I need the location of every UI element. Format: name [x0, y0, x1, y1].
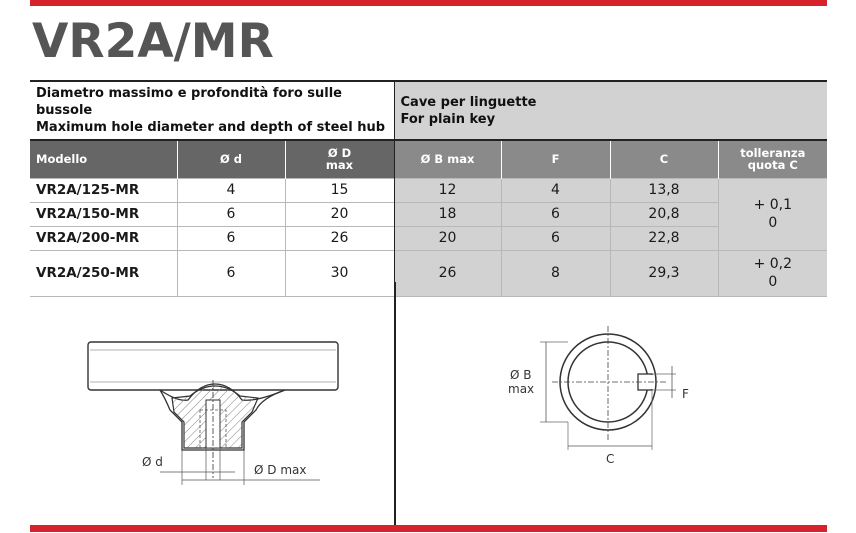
header-left-it: Diametro massimo e profondità foro sulle bussole — [36, 86, 343, 118]
cell-C: 29,3 — [610, 250, 718, 296]
label-C: C — [606, 452, 615, 466]
section-divider — [394, 282, 396, 526]
col-D-line1: Ø D — [327, 146, 352, 161]
cell-B: 20 — [394, 226, 501, 250]
header-right — [394, 81, 827, 140]
cell-F: 6 — [501, 202, 610, 226]
table-row — [30, 226, 827, 250]
header-right-en: For plain key — [400, 111, 496, 127]
col-d: Ø d — [177, 140, 285, 178]
cell-C: 13,8 — [610, 178, 718, 202]
cell-C: 20,8 — [610, 202, 718, 226]
col-F: F — [501, 140, 610, 178]
cell-B: 12 — [394, 178, 501, 202]
keyway-ring-drawing — [500, 322, 710, 472]
page-title: VR2A/MR — [32, 14, 274, 69]
col-B: Ø B max — [394, 140, 501, 178]
col-tolerance — [718, 140, 827, 178]
cell-B: 26 — [394, 250, 501, 296]
label-D-max: Ø D max — [254, 463, 307, 477]
col-D-line2: max — [325, 158, 354, 173]
top-accent-bar — [30, 0, 827, 6]
col-C: C — [610, 140, 718, 178]
label-d: Ø d — [142, 455, 163, 469]
cell-C: 22,8 — [610, 226, 718, 250]
cell-tolerance — [718, 178, 827, 250]
cell-D: 30 — [285, 250, 394, 296]
label-B: Ø B — [510, 368, 532, 382]
cell-D: 26 — [285, 226, 394, 250]
col-tolerance-line2: quota C — [747, 158, 798, 173]
cell-model: VR2A/150-MR — [30, 202, 177, 226]
header-left — [30, 81, 394, 140]
cell-D: 15 — [285, 178, 394, 202]
table-row — [30, 178, 827, 202]
cell-D: 20 — [285, 202, 394, 226]
cell-d: 6 — [177, 250, 285, 296]
cell-model: VR2A/125-MR — [30, 178, 177, 202]
col-tolerance-line1: tolleranza — [740, 146, 806, 161]
cell-F: 6 — [501, 226, 610, 250]
tolerance-minus: 0 — [768, 215, 778, 231]
tolerance-minus: 0 — [768, 274, 778, 290]
cell-d: 4 — [177, 178, 285, 202]
tolerance-plus: + 0,2 — [753, 256, 793, 272]
table-row — [30, 250, 827, 296]
col-model: Modello — [30, 140, 177, 178]
cell-B: 18 — [394, 202, 501, 226]
cell-model: VR2A/250-MR — [30, 250, 177, 296]
col-D — [285, 140, 394, 178]
handwheel-section-drawing — [60, 320, 360, 495]
cell-d: 6 — [177, 202, 285, 226]
cell-model: VR2A/200-MR — [30, 226, 177, 250]
cell-F: 8 — [501, 250, 610, 296]
spec-table — [30, 80, 827, 297]
tolerance-plus: + 0,1 — [753, 197, 793, 213]
header-left-en: Maximum hole diameter and depth of steel hub — [36, 120, 386, 135]
label-B-max: max — [508, 382, 535, 396]
label-F: F — [682, 387, 689, 401]
header-right-it: Cave per linguette — [400, 94, 537, 110]
cell-d: 6 — [177, 226, 285, 250]
cell-F: 4 — [501, 178, 610, 202]
table-row — [30, 202, 827, 226]
cell-tolerance — [718, 250, 827, 296]
bottom-accent-bar — [30, 525, 827, 532]
